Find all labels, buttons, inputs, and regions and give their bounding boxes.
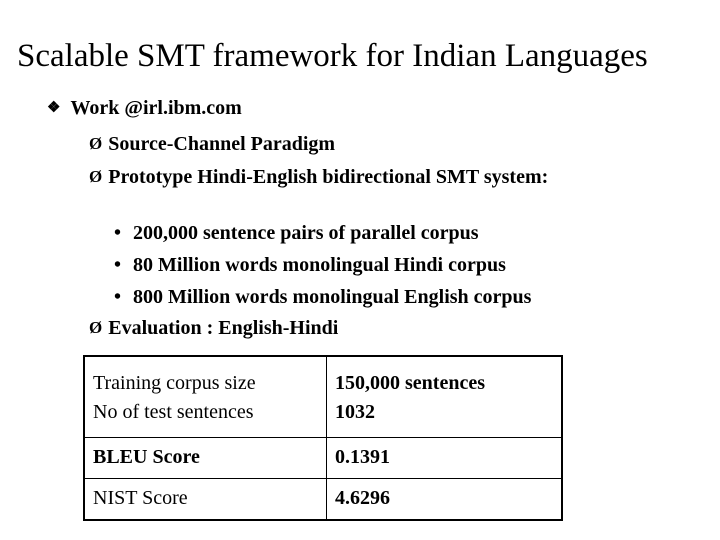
- table-label-cell: BLEU Score: [84, 437, 327, 478]
- table-row: [84, 356, 562, 397]
- arrow-bullet-icon: Ø: [89, 318, 103, 337]
- bullet-prototype: [89, 166, 548, 189]
- bullet-work: [47, 97, 242, 120]
- dot-bullet-icon: •: [114, 254, 122, 276]
- table-value-cell: 150,000 sentences: [335, 372, 485, 394]
- corpus-item-text: 80 Million words monolingual Hindi corpus: [133, 254, 506, 276]
- table-label-cell: Training corpus size: [84, 356, 327, 397]
- corpus-item-text: 800 Million words monolingual English corpus: [133, 286, 532, 308]
- bullet-work-text: Work @irl.ibm.com: [70, 97, 242, 119]
- table-row: [84, 437, 562, 478]
- bullet-evaluation-text: Evaluation : English-Hindi: [108, 317, 339, 339]
- diamond-bullet-icon: ❖: [47, 100, 61, 116]
- corpus-item: [114, 286, 531, 309]
- bullet-evaluation: [89, 317, 338, 340]
- table-label-cell: NIST Score: [84, 478, 327, 520]
- table-row: [84, 478, 562, 520]
- corpus-item: [114, 254, 506, 277]
- table-value-cell: 0.1391: [327, 437, 563, 478]
- bullet-source-channel: [89, 133, 335, 156]
- table-value-cell: 1032: [335, 401, 375, 423]
- arrow-bullet-icon: Ø: [89, 134, 103, 153]
- dot-bullet-icon: •: [114, 286, 122, 308]
- corpus-item: [114, 222, 479, 245]
- slide-title: Scalable SMT framework for Indian Languages: [17, 38, 648, 74]
- bullet-source-channel-text: Source-Channel Paradigm: [108, 133, 336, 155]
- table-label-cell: No of test sentences: [84, 397, 327, 437]
- table-value-cell: 4.6296: [327, 478, 563, 520]
- corpus-item-text: 200,000 sentence pairs of parallel corpus: [133, 222, 479, 244]
- table-row: [84, 397, 562, 437]
- bullet-prototype-text: Prototype Hindi-English bidirectional SMT system:: [108, 166, 549, 188]
- arrow-bullet-icon: Ø: [89, 167, 103, 186]
- results-table: [83, 355, 563, 521]
- dot-bullet-icon: •: [114, 222, 122, 244]
